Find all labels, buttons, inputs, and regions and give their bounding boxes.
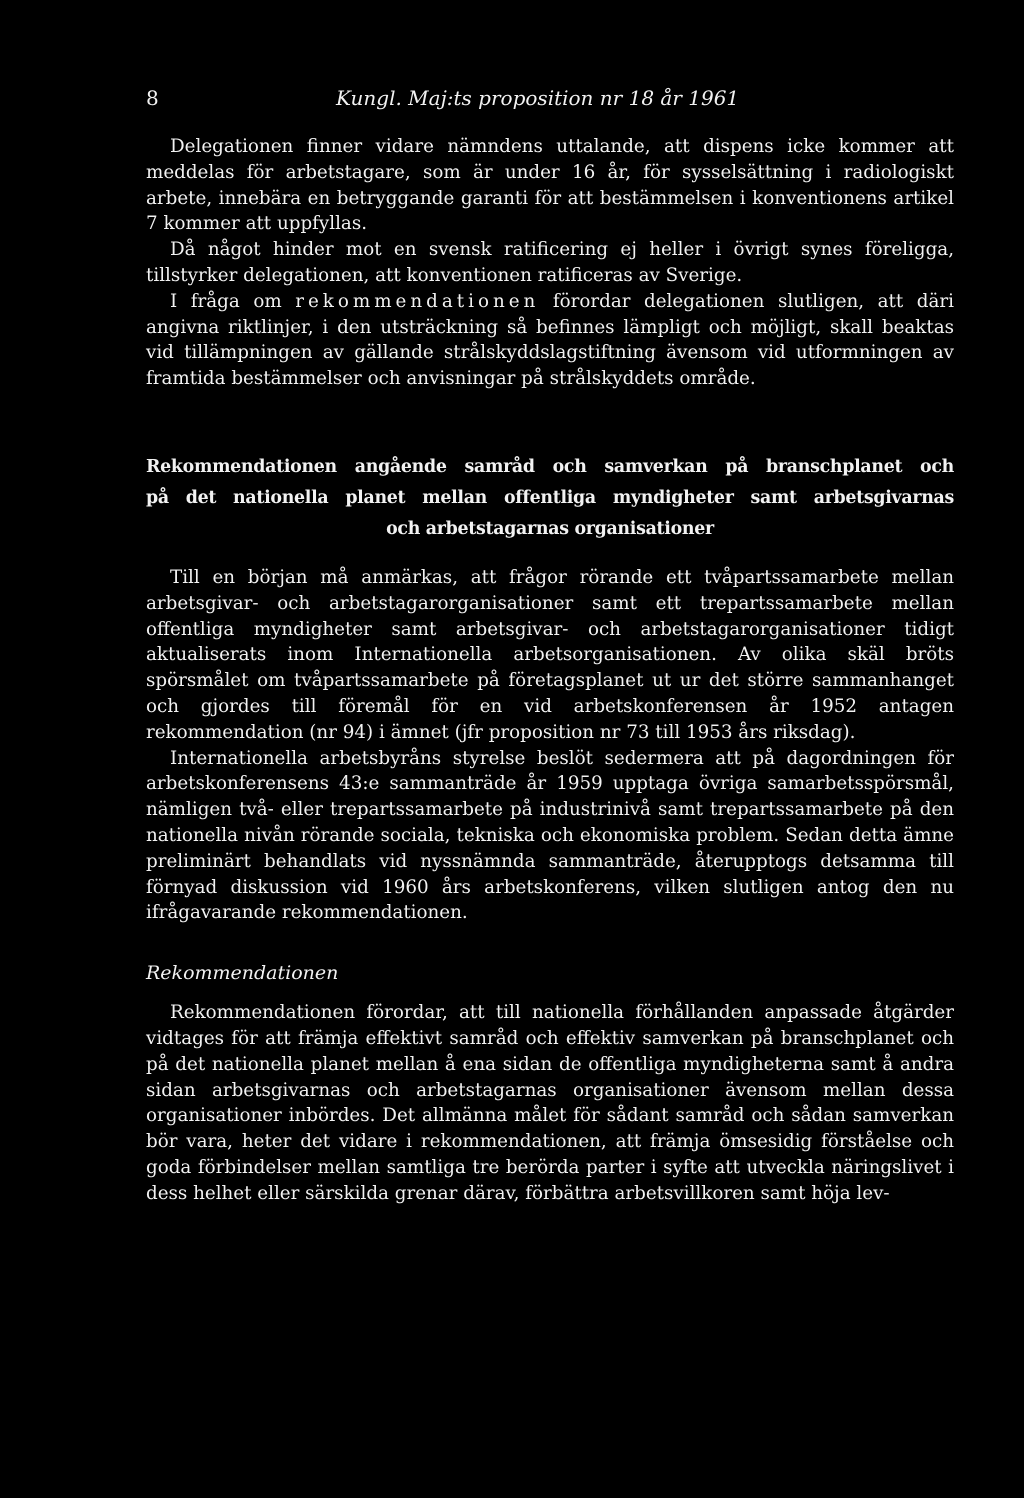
paragraph: Till en början må anmärkas, att frågor rörande ett tvåpartssamarbete mellan arbetsgivar- och arbetstagarorganisationer samt ett trepartssamarbete mellan offentliga myndigheter samt arbetsgivar- och arbetstagarorganisationer tidigt aktualiserats inom Internationella arbetsorganisationen. Av olika skäl bröts spörsmålet om tvåpartssamarbete på företagsplanet ut ur det större sammanhanget och gjordes till föremål för en vid arbetskonferensen år 1952 antagen rekommendation (nr 94) i ämnet (jfr proposition nr 73 till 1953 års riksdag). [146, 566, 954, 743]
running-head: Kungl. Maj:ts proposition nr 18 år 1961 [336, 86, 740, 110]
paragraph-recommendation-note [146, 289, 954, 392]
section-heading-line: på det nationella planet mellan offentliga myndigheter samt arbetsgivarnas [146, 487, 954, 508]
document-page [146, 86, 954, 1207]
subheading: Rekommendationen [146, 962, 339, 985]
paragraph: Då något hinder mot en svensk ratificering ej heller i övrigt synes föreligga, tillstyrker delegationen, att konventionen ratificeras av Sverige. [146, 239, 954, 286]
paragraph: Internationella arbetsbyråns styrelse beslöt sedermera att på dagordningen för arbetskonferensens 43:e sammanträde år 1959 upptaga övriga samarbetsspörsmål, nämligen två- eller trepartssamarbete på industrinivå samt trepartssamarbete på den nationella nivån rörande sociala, tekniska och ekonomiska problem. Sedan detta ämne preliminärt behandlats vid nyssnämnda sammanträde, återupptogs detsamma till förnyad diskussion vid 1960 års arbetskonferens, vilken slutligen antog den nu ifrågavarande rekommendationen. [146, 747, 954, 924]
section-heading-line: Rekommendationen angående samråd och samverkan på branschplanet och [146, 456, 954, 477]
page-header [146, 86, 954, 116]
text-block-convention [146, 134, 954, 392]
section-heading-line: och arbetstagarnas organisationer [386, 518, 714, 539]
page-number: 8 [146, 86, 159, 110]
text-block-background [146, 565, 954, 926]
text-block-recommendation [146, 1000, 954, 1206]
paragraph-text: förordar delegationen slutligen, att däri angivna riktlinjer, i den utsträckning så befinnes lämpligt och möjligt, skall beaktas vid tillämpningen av gällande strålskyddslagstiftning ävensom vid utformningen av framtida bestämmelser och anvisningar på strålskyddets område. [146, 290, 954, 390]
section-heading [146, 452, 954, 545]
spaced-term: rekommendationen [295, 290, 540, 312]
paragraph-text: I fråga om [170, 290, 296, 312]
paragraph: Delegationen finner vidare nämndens uttalande, att dispens icke kommer att meddelas för arbetstagare, som är under 16 år, för sysselsättning i radiologiskt arbete, innebära en betryggande garanti för att bestämmelsen i konventionens artikel 7 kommer att uppfyllas. [146, 136, 954, 235]
paragraph: Rekommendationen förordar, att till nationella förhållanden anpassade åtgärder vidtages för att främja effektivt samråd och effektiv samverkan på branschplanet och på det nationella planet mellan å ena sidan de offentliga myndigheterna samt å andra sidan arbetsgivarnas och arbetstagarnas organisationer ävensom mellan dessa organisationer inbördes. Det allmänna målet för sådant samråd och sådan samverkan bör vara, heter det vidare i rekommendationen, att främja ömsesidig förståelse och goda förbindelser mellan samtliga tre berörda parter i syfte att utveckla näringslivet i dess helhet eller särskilda grenar därav, förbättra arbetsvillkoren samt höja lev- [146, 1002, 954, 1204]
